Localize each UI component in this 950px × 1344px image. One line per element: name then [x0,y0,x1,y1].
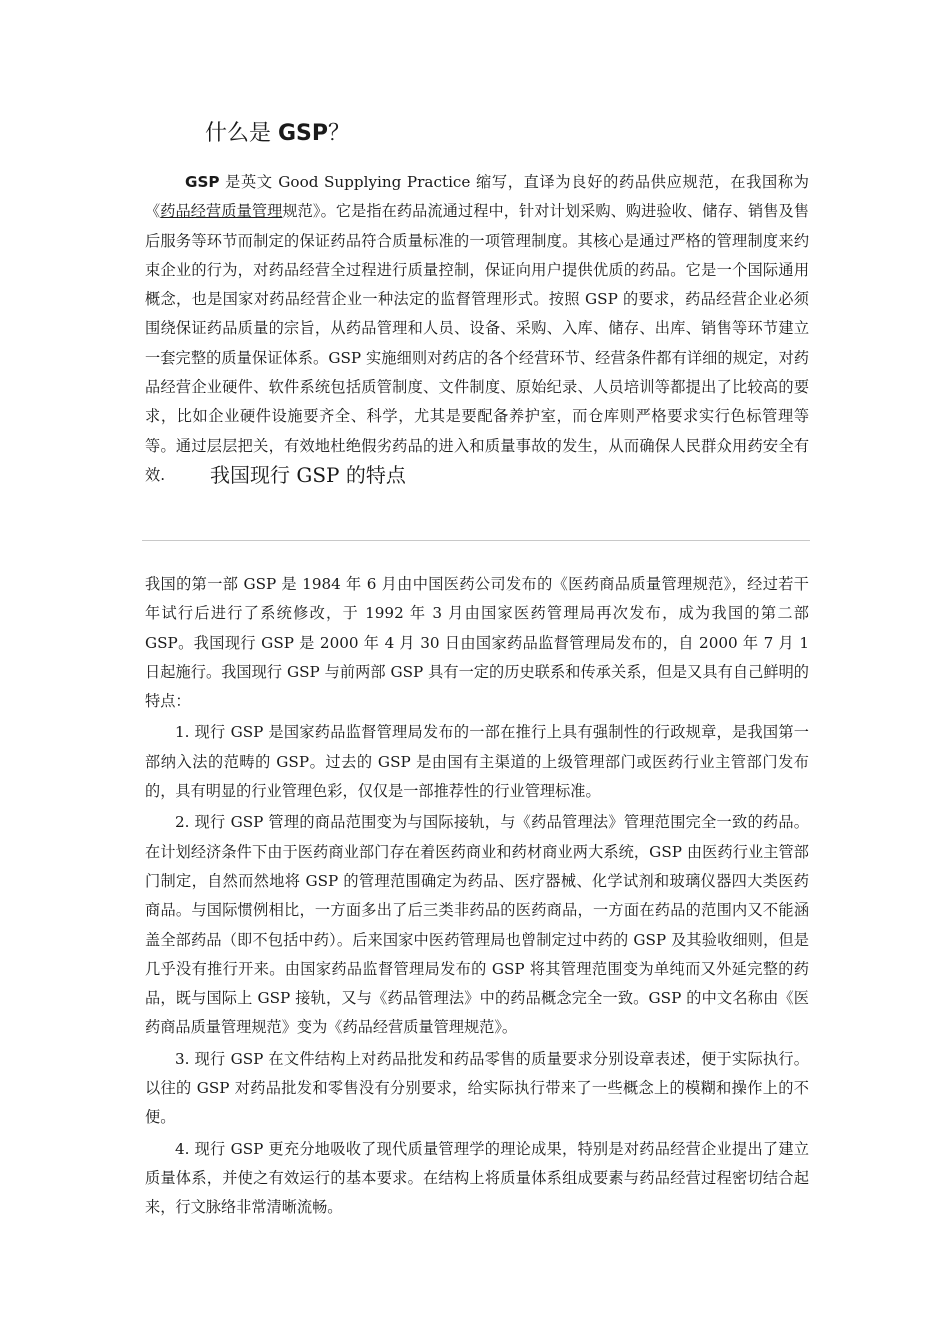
list-item-1: 1. 现行 GSP 是国家药品监督管理局发布的一部在推行上具有强制性的行政规章，是我国第一部纳入法的范畴的 GSP。过去的 GSP 是由国有主渠道的上级管理部门或医药行业主管部门发布的，具有明显的行业管理色彩，仅仅是一部推荐性的行业管理标准。 [145,723,809,801]
section-divider [142,540,810,541]
heading-gsp-bold: GSP [278,121,329,146]
list-item-2: 2. 现行 GSP 管理的商品范围变为与国际接轨，与《药品管理法》管理范围完全一致的药品。在计划经济条件下由于医药商业部门存在着医药商业和药材商业两大系统，GSP 由医药行业主管部门制定，自然而然地将 GSP 的管理范围确定为药品、医疗器械、化学试剂和玻璃仪器四大类医药商品。与国际惯例相比，一方面多出了后三类非药品的医药商品，一方面在药品的范围内又不能涵盖全部药品（即不包括中药）。后来国家中医药管理局也曾制定过中药的 GSP 及其验收细则，但是几乎没有推行开来。由国家药品监督管理局发布的 GSP 将其管理范围变为单纯而又外延完整的药品，既与国际上 GSP 接轨，又与《药品管理法》中的药品概念完全一致。GSP 的中文名称由《医药商品质量管理规范》变为《药品经营质量管理规范》。 [145,813,809,1037]
heading-gsp-features: 我国现行 GSP 的特点 [210,463,406,487]
intro-paragraph [145,168,809,490]
intro-text-1: 是英文 Good Supplying Practice 缩写，直译为良好的药品供应规范，在我国称为《 [145,173,809,221]
intro-lead: GSP [185,173,220,191]
list-item-4: 4. 现行 GSP 更充分地吸收了现代质量管理学的理论成果，特别是对药品经营企业提出了建立质量体系，并使之有效运行的基本要求。在结构上将质量体系组成要素与药品经营过程密切结合起来，行文脉络非常清晰流畅。 [145,1139,809,1217]
list-item-3: 3. 现行 GSP 在文件结构上对药品批发和药品零售的质量要求分别设章表述，便于实际执行。以往的 GSP 对药品批发和零售没有分别要求，给实际执行带来了一些概念上的模糊和操作上的不便。 [145,1049,809,1127]
intro-text-2: 规范》。它是指在药品流通过程中，针对计划采购、购进验收、储存、销售及售后服务等环节而制定的保证药品符合质量标准的一项管理制度。其核心是通过严格的管理制度来约束企业的行为，对药品经营全过程进行质量控制，保证向用户提供优质的药品。它是一个国际通用概念，也是国家对药品经营企业一种法定的监督管理形式。按照 GSP 的要求，药品经营企业必须围绕保证药品质量的宗旨，从药品管理和人员、设备、采购、入库、储存、出库、销售等环节建立一套完整的质量保证体系。GSP 实施细则对药店的各个经营环节、经营条件都有详细的规定，对药品经营企业硬件、软件系统包括质管制度、文件制度、原始纪录、人员培训等都提出了比较高的要求，比如企业硬件设施要齐全、科学，尤其是要配备养护室，而仓库则严格要求实行色标管理等等。通过层层把关，有效地杜绝假劣药品的进入和质量事故的发生，从而确保人民群众用药安全有效. [145,202,809,484]
body-paragraph-intro: 我国的第一部 GSP 是 1984 年 6 月由中国医药公司发布的《医药商品质量管理规范》，经过若干年试行后进行了系统修改，于 1992 年 3 月由国家医药管理局再次发布，成为我国的第二部 GSP。我国现行 GSP 是 2000 年 4 月 30 日由国家药品监督管理局发布的，自 2000 年 7 月 1 日起施行。我国现行 GSP 与前两部 GSP 具有一定的历史联系和传承关系，但是又具有自己鲜明的特点： [145,575,809,711]
intro-link[interactable]: 药品经营质量管理 [160,202,283,221]
heading-prefix: 什么是 [205,121,278,146]
heading-what-is-gsp [205,118,350,150]
heading-suffix: ？ [328,121,351,146]
body-section [145,570,809,1223]
